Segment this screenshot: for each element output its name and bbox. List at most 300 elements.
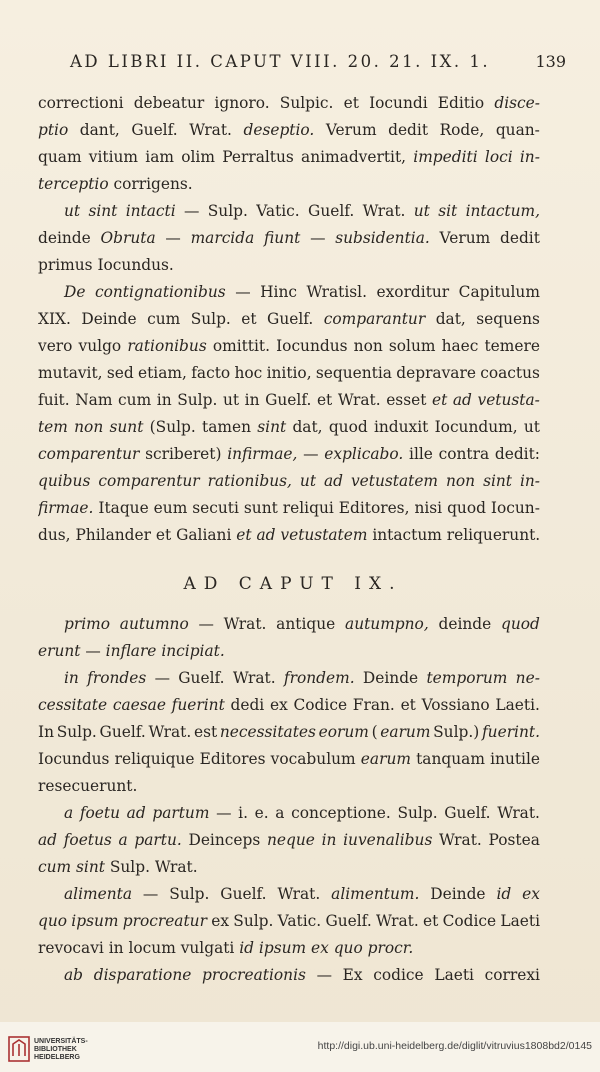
word: (Sulp. bbox=[149, 418, 196, 436]
text-line bbox=[38, 746, 540, 773]
word: rationibus bbox=[127, 337, 207, 355]
word: Editores, bbox=[338, 499, 410, 517]
word: dedit: bbox=[494, 445, 540, 463]
word: dant, bbox=[79, 121, 120, 139]
word: ille bbox=[409, 445, 433, 463]
word: Wratisl. bbox=[306, 283, 367, 301]
text-line bbox=[38, 522, 540, 549]
word: Codice bbox=[293, 696, 348, 714]
word: id bbox=[239, 939, 259, 957]
word: frondes bbox=[87, 669, 147, 687]
word: vero bbox=[38, 337, 73, 355]
word: et bbox=[423, 912, 439, 930]
word: explicabo. bbox=[324, 445, 404, 463]
word: — bbox=[165, 229, 181, 247]
library-line-3: HEIDELBERG bbox=[34, 1054, 80, 1061]
word: autumpno, bbox=[345, 615, 429, 633]
word: neque bbox=[266, 831, 315, 849]
word: scriberet) bbox=[145, 445, 222, 463]
running-head bbox=[70, 52, 566, 78]
word: sunt bbox=[109, 418, 144, 436]
word: cum bbox=[38, 858, 77, 876]
text-line bbox=[38, 773, 540, 800]
word: temporum bbox=[426, 669, 508, 687]
word: intacti bbox=[125, 202, 176, 220]
word: dus, bbox=[38, 526, 76, 544]
word: quan- bbox=[495, 121, 540, 139]
word: necessitates bbox=[219, 723, 316, 741]
text-line bbox=[38, 144, 540, 171]
word: — bbox=[154, 669, 170, 687]
word: ptio bbox=[38, 121, 69, 139]
running-head-title: AD LIBRI II. CAPUT VIII. 20. 21. IX. 1. bbox=[70, 52, 491, 71]
word: — bbox=[184, 202, 200, 220]
word: quod bbox=[447, 499, 486, 517]
text-line bbox=[38, 252, 540, 279]
text-line bbox=[38, 360, 540, 387]
word: comparentur bbox=[98, 472, 200, 490]
library-line-2: BIBLIOTHEK bbox=[34, 1046, 77, 1053]
word: omittit. bbox=[212, 337, 270, 355]
word: Deinde bbox=[430, 885, 486, 903]
word: vetustatem bbox=[280, 526, 373, 544]
word: quod bbox=[328, 418, 368, 436]
word: vetusta- bbox=[477, 391, 540, 409]
word: ad bbox=[256, 526, 281, 544]
source-url[interactable]: http://digi.ub.uni-heidelberg.de/diglit/vitruvius1808bd2/0145 bbox=[317, 1040, 592, 1052]
word: ex bbox=[522, 885, 540, 903]
word: ( bbox=[371, 723, 378, 741]
word: Guelf. bbox=[325, 912, 372, 930]
word: procreatur bbox=[122, 912, 207, 930]
word: Sulp. bbox=[177, 391, 218, 409]
word: intactum bbox=[372, 526, 447, 544]
word: Hinc bbox=[260, 283, 297, 301]
word: reliquerunt. bbox=[446, 526, 540, 544]
word: Guelf. bbox=[265, 391, 312, 409]
word: tanquam bbox=[416, 750, 485, 768]
word: In bbox=[38, 723, 54, 741]
word: dedi bbox=[230, 696, 265, 714]
word: Iocundus bbox=[38, 750, 110, 768]
text-line bbox=[38, 333, 540, 360]
word: Iocundus bbox=[276, 337, 348, 355]
word: iam bbox=[145, 148, 174, 166]
word: ne- bbox=[515, 669, 540, 687]
word: sint bbox=[257, 418, 287, 436]
word: Iocundi bbox=[369, 94, 428, 112]
word: iuvenalibus bbox=[343, 831, 433, 849]
word: — bbox=[316, 966, 332, 984]
text-line bbox=[38, 665, 540, 692]
word: Guelf. bbox=[178, 669, 225, 687]
word: ut bbox=[64, 202, 81, 220]
word: ab bbox=[64, 966, 84, 984]
word: deseptio. bbox=[243, 121, 315, 139]
word: et bbox=[316, 391, 333, 409]
word: foetu bbox=[79, 804, 121, 822]
word: Laeti bbox=[434, 966, 474, 984]
word: Codice bbox=[442, 912, 497, 930]
word: De bbox=[64, 283, 86, 301]
word: terceptio bbox=[38, 175, 114, 193]
word: in bbox=[156, 391, 172, 409]
word: Nam bbox=[75, 391, 113, 409]
word: Philander bbox=[75, 526, 156, 544]
word: primo bbox=[64, 615, 110, 633]
word: Sulp. bbox=[190, 310, 231, 328]
word: ut bbox=[299, 472, 317, 490]
word: eorum bbox=[318, 723, 369, 741]
word: animadvertit, bbox=[301, 148, 407, 166]
word: Wrat. bbox=[375, 912, 419, 930]
text-line bbox=[38, 306, 540, 333]
word: quibus bbox=[38, 472, 91, 490]
word: exorditur bbox=[376, 283, 450, 301]
word: sequens bbox=[476, 310, 540, 328]
word: quo bbox=[38, 912, 68, 930]
word: Guelf. bbox=[99, 723, 146, 741]
word: — bbox=[303, 445, 319, 463]
library-name bbox=[34, 1038, 124, 1062]
word: — bbox=[85, 642, 106, 660]
word: hoc bbox=[234, 364, 263, 382]
word: ex bbox=[311, 939, 334, 957]
word: revocavi bbox=[38, 939, 109, 957]
word: in- bbox=[519, 472, 540, 490]
word: comparentur bbox=[38, 445, 140, 463]
word: ignoro. bbox=[214, 94, 270, 112]
word: — bbox=[216, 804, 232, 822]
word: Wrat. bbox=[337, 391, 381, 409]
word: Verum bbox=[439, 229, 491, 247]
word: ipsum bbox=[71, 912, 119, 930]
text-line bbox=[38, 279, 540, 306]
word: procreationis bbox=[202, 966, 306, 984]
word: Deinceps bbox=[188, 831, 261, 849]
section-heading: AD CAPUT IX. bbox=[183, 574, 403, 594]
word: deinde bbox=[38, 229, 91, 247]
word: primus bbox=[38, 256, 98, 274]
text-line bbox=[38, 225, 540, 252]
word: contignationibus bbox=[94, 283, 226, 301]
word: et bbox=[155, 526, 177, 544]
word: fuerint. bbox=[481, 723, 540, 741]
word: — bbox=[310, 229, 326, 247]
word: — bbox=[142, 885, 159, 903]
word: in- bbox=[519, 148, 540, 166]
word: eum bbox=[153, 499, 188, 517]
text-line bbox=[38, 198, 540, 225]
word: Laeti. bbox=[495, 696, 540, 714]
word: non bbox=[74, 418, 104, 436]
text-line bbox=[38, 935, 540, 962]
word: vulgo bbox=[78, 337, 122, 355]
word: nisi bbox=[414, 499, 443, 517]
word: Sulp. bbox=[397, 804, 438, 822]
text-line bbox=[38, 719, 540, 746]
word: Fran. bbox=[352, 696, 395, 714]
word: incipiat. bbox=[161, 642, 225, 660]
word: Sulp. bbox=[233, 912, 274, 930]
word: ut bbox=[413, 202, 430, 220]
word: in bbox=[108, 939, 129, 957]
word: et bbox=[400, 696, 416, 714]
word: Iocun- bbox=[490, 499, 540, 517]
word: non bbox=[446, 472, 476, 490]
word: partu. bbox=[134, 831, 182, 849]
word: vitium bbox=[88, 148, 139, 166]
word: Laeti bbox=[500, 912, 540, 930]
word: etiam, bbox=[138, 364, 187, 382]
word: Guelf. bbox=[308, 202, 355, 220]
text-line bbox=[38, 90, 540, 117]
word: — bbox=[235, 283, 251, 301]
word: Vatic. bbox=[256, 202, 300, 220]
word: quam bbox=[38, 148, 82, 166]
text-line bbox=[38, 962, 540, 989]
text-line bbox=[38, 117, 540, 144]
word: Wrat. bbox=[189, 121, 232, 139]
word: deinde bbox=[438, 615, 492, 633]
text-line bbox=[38, 827, 540, 854]
word: sed bbox=[106, 364, 134, 382]
word: mutavit, bbox=[38, 364, 103, 382]
word: olim bbox=[181, 148, 215, 166]
word: caesae bbox=[112, 696, 166, 714]
word: a bbox=[275, 804, 285, 822]
paragraph-block-chapter-ix bbox=[38, 611, 540, 989]
word: earum bbox=[380, 723, 431, 741]
word: sint bbox=[483, 472, 512, 490]
text-line bbox=[38, 495, 540, 522]
word: ut bbox=[523, 418, 540, 436]
page-number: 139 bbox=[535, 52, 566, 71]
word: Obruta bbox=[100, 229, 156, 247]
word: Vossiano bbox=[421, 696, 490, 714]
word: et bbox=[236, 526, 257, 544]
word: Guelf. bbox=[267, 310, 314, 328]
word: Iocundus. bbox=[97, 256, 174, 274]
word: Vatic. bbox=[277, 912, 322, 930]
word: Sulpic. bbox=[279, 94, 334, 112]
word: Galiani bbox=[176, 526, 237, 544]
word: dat, bbox=[292, 418, 323, 436]
word: resecuerunt. bbox=[38, 777, 138, 795]
word: depravare bbox=[396, 364, 476, 382]
word: dat, bbox=[435, 310, 466, 328]
word: esset bbox=[386, 391, 427, 409]
word: Wrat. bbox=[362, 202, 406, 220]
word: sint bbox=[76, 858, 110, 876]
text-line bbox=[38, 414, 540, 441]
word: marcida bbox=[190, 229, 255, 247]
library-logo-icon bbox=[8, 1036, 30, 1062]
word: cessitate bbox=[38, 696, 108, 714]
word: ad bbox=[126, 804, 146, 822]
word: fiunt bbox=[264, 229, 301, 247]
word: correctioni bbox=[38, 94, 124, 112]
word: inutile bbox=[490, 750, 540, 768]
text-line bbox=[38, 171, 540, 198]
word: et bbox=[241, 310, 257, 328]
word: foetus bbox=[63, 831, 112, 849]
word: haec bbox=[441, 337, 479, 355]
word: dedit bbox=[388, 121, 429, 139]
word: procr. bbox=[367, 939, 414, 957]
word: Sulp. bbox=[169, 885, 210, 903]
word: vetustatem bbox=[350, 472, 439, 490]
word: Wrat. bbox=[232, 669, 276, 687]
word: quod bbox=[501, 615, 540, 633]
word: sint bbox=[88, 202, 118, 220]
word: ad bbox=[323, 472, 344, 490]
word: Wrat. bbox=[497, 804, 540, 822]
word: debeatur bbox=[133, 94, 205, 112]
word: secuti bbox=[192, 499, 239, 517]
text-line bbox=[38, 854, 540, 881]
word: correxi bbox=[484, 966, 540, 984]
text-line bbox=[38, 692, 540, 719]
text-line bbox=[38, 800, 540, 827]
word: conceptione. bbox=[291, 804, 391, 822]
word: intactum, bbox=[465, 202, 540, 220]
word: contra bbox=[438, 445, 490, 463]
text-line bbox=[38, 908, 540, 935]
word: rationibus, bbox=[207, 472, 292, 490]
word: disparatione bbox=[93, 966, 192, 984]
word: quo bbox=[333, 939, 368, 957]
word: ex bbox=[211, 912, 230, 930]
word: erunt bbox=[38, 642, 86, 660]
word: XIX. bbox=[38, 310, 71, 328]
text-line bbox=[38, 611, 540, 638]
word: loci bbox=[484, 148, 513, 166]
word: Wrat. bbox=[154, 858, 198, 876]
word: Rode, bbox=[439, 121, 485, 139]
word: Iocundum, bbox=[434, 418, 518, 436]
word: a bbox=[64, 804, 74, 822]
word: Itaque bbox=[98, 499, 149, 517]
word: Wrat. bbox=[277, 885, 321, 903]
text-line bbox=[38, 638, 540, 665]
word: sequentia bbox=[315, 364, 392, 382]
word: codice bbox=[373, 966, 424, 984]
word: Capitulum bbox=[458, 283, 540, 301]
paragraph-block-chapter-viii bbox=[38, 90, 540, 549]
word: earum bbox=[360, 750, 411, 768]
word: alimenta bbox=[64, 885, 132, 903]
word: in bbox=[244, 391, 260, 409]
word: a bbox=[118, 831, 128, 849]
word: Guelf. bbox=[131, 121, 178, 139]
word: i. bbox=[238, 804, 248, 822]
word: ad bbox=[38, 831, 58, 849]
word: ad bbox=[452, 391, 472, 409]
word: Ex bbox=[342, 966, 363, 984]
word: facto bbox=[191, 364, 231, 382]
library-line-1: UNIVERSITÄTS- bbox=[34, 1038, 88, 1045]
word: est bbox=[193, 723, 218, 741]
word: partum bbox=[152, 804, 210, 822]
word: ex bbox=[269, 696, 288, 714]
word: ipsum bbox=[258, 939, 311, 957]
word: dedit bbox=[499, 229, 540, 247]
word: fuerint bbox=[171, 696, 225, 714]
word: Postea bbox=[488, 831, 540, 849]
word: coactus bbox=[480, 364, 540, 382]
word: comparantur bbox=[323, 310, 426, 328]
word: cum bbox=[118, 391, 152, 409]
word: Editores bbox=[199, 750, 266, 768]
word: — bbox=[198, 615, 214, 633]
word: reliquique bbox=[114, 750, 195, 768]
word: disce- bbox=[494, 94, 540, 112]
word: alimentum. bbox=[331, 885, 420, 903]
word: Sulp. bbox=[207, 202, 248, 220]
word: locum bbox=[128, 939, 181, 957]
word: et bbox=[343, 94, 359, 112]
text-line bbox=[38, 881, 540, 908]
word: id bbox=[496, 885, 512, 903]
word: temere bbox=[484, 337, 540, 355]
word: Sulp. bbox=[109, 858, 155, 876]
word: e. bbox=[254, 804, 269, 822]
word: in bbox=[64, 669, 79, 687]
word: Guelf. bbox=[444, 804, 491, 822]
word: Wrat. bbox=[223, 615, 267, 633]
word: infirmae, bbox=[227, 445, 298, 463]
body-text bbox=[38, 90, 540, 989]
word: fuit. bbox=[38, 391, 70, 409]
word: reliqui bbox=[282, 499, 334, 517]
word: sunt bbox=[243, 499, 278, 517]
word: Sulp. bbox=[56, 723, 97, 741]
word: induxit bbox=[373, 418, 429, 436]
word: tem bbox=[38, 418, 68, 436]
word: et bbox=[431, 391, 448, 409]
word: in bbox=[321, 831, 337, 849]
word: subsidentia. bbox=[335, 229, 430, 247]
text-line bbox=[38, 441, 540, 468]
word: Editio bbox=[437, 94, 485, 112]
word: Guelf. bbox=[220, 885, 267, 903]
word: firmae. bbox=[38, 499, 94, 517]
word: antique bbox=[276, 615, 336, 633]
word: solum bbox=[388, 337, 436, 355]
word: Deinde bbox=[81, 310, 137, 328]
word: non bbox=[353, 337, 383, 355]
text-line bbox=[38, 468, 540, 495]
word: Wrat. bbox=[148, 723, 192, 741]
text-line bbox=[38, 387, 540, 414]
word: Wrat. bbox=[439, 831, 482, 849]
word: vulgati bbox=[180, 939, 240, 957]
word: vocabulum bbox=[270, 750, 356, 768]
word: Deinde bbox=[362, 669, 419, 687]
word: Sulp.) bbox=[433, 723, 480, 741]
word: autumno bbox=[119, 615, 189, 633]
word: ut bbox=[222, 391, 240, 409]
word: Perraltus bbox=[222, 148, 294, 166]
word: corrigens. bbox=[113, 175, 193, 193]
word: sit bbox=[438, 202, 458, 220]
word: inflare bbox=[105, 642, 162, 660]
word: cum bbox=[147, 310, 181, 328]
word: tamen bbox=[202, 418, 252, 436]
word: frondem. bbox=[283, 669, 355, 687]
word: Verum bbox=[325, 121, 377, 139]
